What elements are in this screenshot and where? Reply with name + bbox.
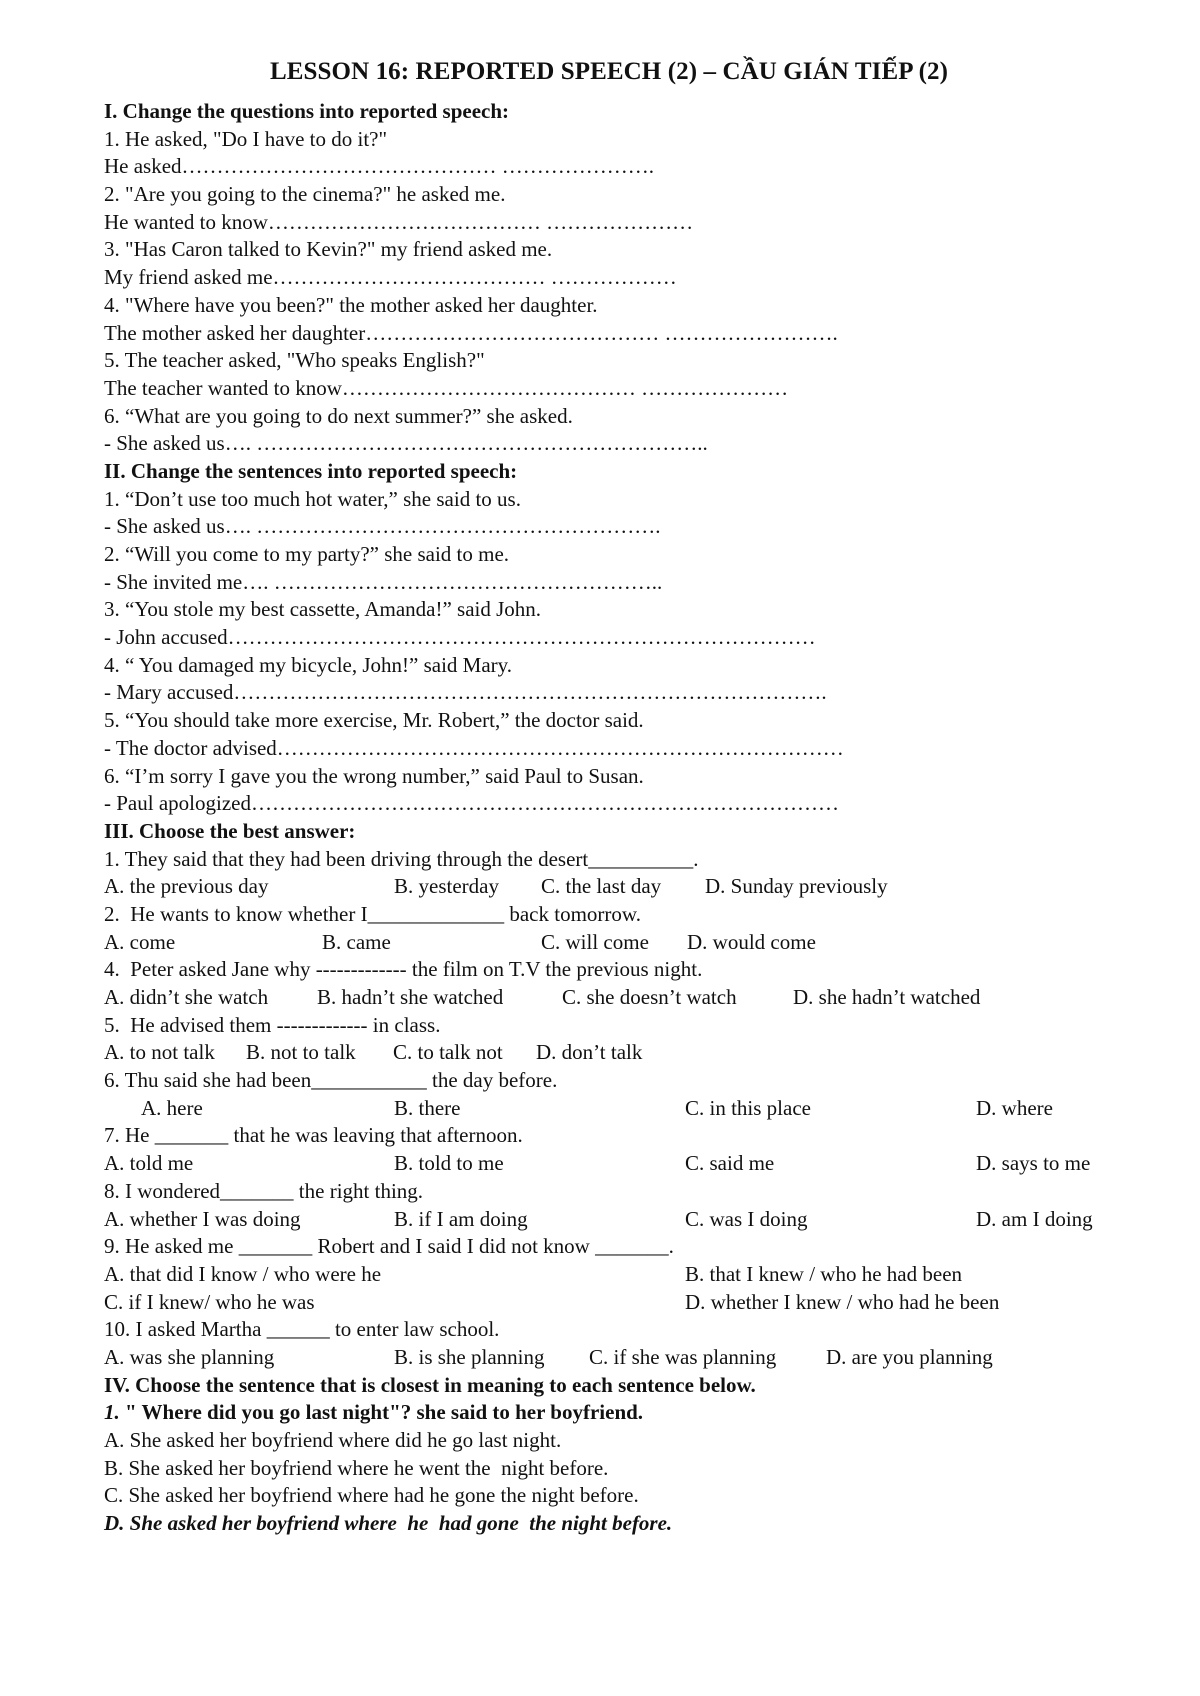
s3-q6-option-c: C. in this place <box>685 1095 811 1120</box>
s3-q9-option-c: C. if I knew/ who he was <box>104 1289 315 1314</box>
s3-q2-option-d: D. would come <box>687 929 816 954</box>
s3-q6-option-b: B. there <box>394 1095 461 1120</box>
s2-q4-answer-line: - Mary accused…………………………………………………………………………. <box>104 680 827 705</box>
s3-q2-option-b: B. came <box>322 929 391 954</box>
s3-q1-option-b: B. yesterday <box>394 874 499 899</box>
s3-q4-option-c: C. she doesn’t watch <box>562 985 737 1009</box>
s3-q10-option-b: B. is she planning <box>394 1344 545 1369</box>
s4-q1-text: " Where did you go last night"? she said to her boyfriend. <box>119 1400 644 1425</box>
s1-q1-answer-line: He asked……………………………………… …………………. <box>104 154 655 179</box>
s1-q3-answer-line: My friend asked me………………………………… ……………… <box>104 265 677 290</box>
s4-q1-option-d-correct: D. She asked her boyfriend where he had gone the night before. <box>104 1511 673 1536</box>
s3-q8-option-d: D. am I doing <box>976 1206 1093 1231</box>
s4-q1-question <box>104 1399 1124 1427</box>
section-1-heading: I. Change the questions into reported speech: <box>104 99 510 123</box>
s2-q3-question: 3. “You stole my best cassette, Amanda!” said John. <box>104 597 542 622</box>
s3-q4-option-b: B. hadn’t she watched <box>317 985 504 1009</box>
s3-q7-option-b: B. told to me <box>394 1151 504 1176</box>
s1-q4-question: 4. "Where have you been?" the mother asked her daughter. <box>104 292 598 317</box>
s3-q10-options <box>104 1344 1124 1372</box>
s3-q8-options <box>104 1206 1124 1234</box>
s3-q7-option-c: C. said me <box>685 1151 775 1176</box>
s1-q3-question: 3. "Has Caron talked to Kevin?" my friend asked me. <box>104 237 553 262</box>
s4-q1-option-b: B. She asked her boyfriend where he went the night before. <box>104 1455 609 1480</box>
section-3-heading: III. Choose the best answer: <box>104 818 356 843</box>
s3-q8-option-c: C. was I doing <box>685 1206 808 1231</box>
section-4-heading: IV. Choose the sentence that is closest in meaning to each sentence below. <box>104 1372 756 1397</box>
s3-q5-option-a: A. to not talk <box>104 1040 215 1065</box>
s3-q8-question: 8. I wondered_______ the right thing. <box>104 1178 424 1203</box>
s2-q6-question: 6. “I’m sorry I gave you the wrong number,” said Paul to Susan. <box>104 763 644 788</box>
s1-q2-answer-line: He wanted to know………………………………… ………………… <box>104 209 694 234</box>
s3-q10-question: 10. I asked Martha ______ to enter law school. <box>104 1317 500 1342</box>
s3-q9-option-a: A. that did I know / who were he <box>104 1261 382 1286</box>
s1-q1-question: 1. He asked, "Do I have to do it?" <box>104 126 388 151</box>
s2-q3-answer-line: - John accused………………………………………………………………………… <box>104 625 816 650</box>
s3-q2-option-a: A. come <box>104 929 176 954</box>
s3-q6-question: 6. Thu said she had been___________ the day before. <box>104 1068 558 1093</box>
s3-q6-option-a: A. here <box>141 1095 203 1120</box>
s3-q6-options <box>104 1095 1124 1123</box>
s1-q2-question: 2. "Are you going to the cinema?" he asked me. <box>104 182 506 207</box>
s3-q5-option-b: B. not to talk <box>246 1040 356 1065</box>
s2-q2-answer-line: - She invited me…. ……………………………………………….. <box>104 569 663 594</box>
s1-q4-answer-line: The mother asked her daughter…………………………………… ……………………. <box>104 320 838 345</box>
section-2-heading: II. Change the sentences into reported speech: <box>104 458 518 483</box>
s3-q1-option-a: A. the previous day <box>104 874 269 899</box>
s3-q10-option-a: A. was she planning <box>104 1344 275 1369</box>
s3-q1-option-c: C. the last day <box>541 874 662 899</box>
s3-q7-options <box>104 1150 1124 1178</box>
s3-q4-question: 4. Peter asked Jane why ------------- the film on T.V the previous night. <box>104 957 703 982</box>
s2-q6-answer-line: - Paul apologized………………………………………………………………………… <box>104 791 839 816</box>
s3-q5-option-d: D. don’t talk <box>536 1040 643 1065</box>
s3-q5-question: 5. He advised them ------------- in class. <box>104 1012 441 1037</box>
s1-q5-question: 5. The teacher asked, "Who speaks English?" <box>104 348 485 373</box>
s3-q4-option-d: D. she hadn’t watched <box>793 985 981 1009</box>
s3-q6-option-d: D. where <box>976 1095 1053 1120</box>
s2-q5-answer-line: - The doctor advised……………………………………………………………………… <box>104 735 844 760</box>
s3-q7-option-a: A. told me <box>104 1151 194 1176</box>
s2-q1-answer-line: - She asked us…. …………………………………………………. <box>104 514 661 539</box>
s3-q9-question: 9. He asked me _______ Robert and I said I did not know _______. <box>104 1234 674 1259</box>
s3-q9-option-b: B. that I knew / who he had been <box>685 1261 963 1286</box>
s1-q6-answer-line: - She asked us…. ……………………………………………………….. <box>104 431 708 456</box>
s4-q1-option-a: A. She asked her boyfriend where did he go last night. <box>104 1428 562 1452</box>
s2-q2-question: 2. “Will you come to my party?” she said to me. <box>104 542 510 566</box>
s3-q7-option-d: D. says to me <box>976 1151 1091 1176</box>
s3-q2-options <box>104 929 1124 957</box>
s4-q1-number: 1. <box>104 1400 120 1425</box>
s3-q10-option-d: D. are you planning <box>826 1344 993 1369</box>
s3-q7-question: 7. He _______ that he was leaving that afternoon. <box>104 1123 523 1148</box>
s3-q1-option-d: D. Sunday previously <box>705 874 888 899</box>
s3-q5-options <box>104 1039 1124 1067</box>
s3-q8-option-b: B. if I am doing <box>394 1206 528 1231</box>
s3-q2-option-c: C. will come <box>541 929 649 954</box>
s3-q5-option-c: C. to talk not <box>393 1040 503 1065</box>
s3-q9-option-d: D. whether I knew / who had he been <box>685 1289 1000 1314</box>
worksheet-page <box>104 52 1124 1538</box>
s3-q9-options-row2 <box>104 1289 1124 1317</box>
s2-q4-question: 4. “ You damaged my bicycle, John!” said Mary. <box>104 652 513 677</box>
s3-q10-option-c: C. if she was planning <box>589 1344 777 1369</box>
s3-q1-question: 1. They said that they had been driving through the desert__________. <box>104 846 699 871</box>
s2-q5-question: 5. “You should take more exercise, Mr. Robert,” the doctor said. <box>104 708 644 733</box>
s3-q8-option-a: A. whether I was doing <box>104 1206 301 1231</box>
s3-q9-options-row1 <box>104 1261 1124 1289</box>
s4-q1-option-c: C. She asked her boyfriend where had he gone the night before. <box>104 1483 639 1508</box>
s3-q2-question: 2. He wants to know whether I_____________ back tomorrow. <box>104 901 641 926</box>
s1-q6-question: 6. “What are you going to do next summer?” she asked. <box>104 403 573 428</box>
s1-q5-answer-line: The teacher wanted to know…………………………………… ………………… <box>104 375 789 400</box>
s2-q1-question: 1. “Don’t use too much hot water,” she said to us. <box>104 486 521 511</box>
s3-q1-options <box>104 873 1124 901</box>
s3-q4-options <box>104 984 1124 1012</box>
s3-q4-option-a: A. didn’t she watch <box>104 985 269 1009</box>
page-title: LESSON 16: REPORTED SPEECH (2) – CẦU GIÁN TIẾP (2) <box>269 58 949 85</box>
